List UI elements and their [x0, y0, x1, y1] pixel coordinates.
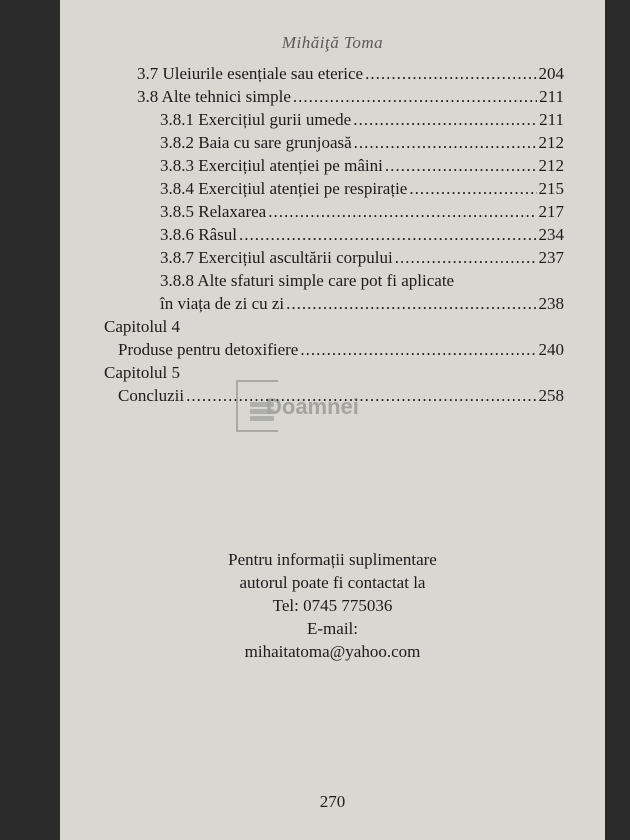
toc-entry-page: 215 — [538, 179, 564, 198]
toc-entry — [160, 248, 564, 268]
toc-entry-title: 3.8.8 Alte sfaturi simple care pot fi aplicate — [160, 271, 455, 290]
toc-leader-dots — [268, 202, 536, 222]
toc-entry-page: 258 — [538, 386, 564, 405]
toc-entry-title: 3.8.4 Exercițiul atenției pe respirație — [160, 179, 408, 198]
toc-entry-title: 3.8.1 Exercițiul gurii umede — [160, 110, 352, 129]
contact-line: autorul poate fi contactat la — [239, 573, 426, 592]
toc-entry-title: 3.8.3 Exercițiul atenției pe mâini — [160, 156, 383, 175]
toc-leader-dots — [354, 133, 537, 153]
contact-line: Pentru informații suplimentare — [228, 550, 437, 569]
toc-entry-title: în viața de zi cu zi — [160, 294, 285, 313]
toc-leader-dots — [293, 87, 537, 107]
toc-entry-title: 3.8.6 Râsul — [160, 225, 237, 244]
contact-email-label: E-mail: — [307, 619, 358, 638]
toc-entry — [160, 202, 564, 222]
toc-leader-dots — [395, 248, 537, 268]
contact-block — [60, 548, 605, 663]
toc-leader-dots — [353, 110, 537, 130]
toc-entry — [160, 110, 564, 130]
page-number: 270 — [319, 792, 346, 811]
toc-entry-page: 212 — [538, 156, 564, 175]
toc-leader-dots — [385, 156, 537, 176]
toc-entry-title: 3.8.2 Baia cu sare grunjoasă — [160, 133, 352, 152]
toc-leader-dots — [239, 225, 537, 245]
toc-entry-page: 238 — [538, 294, 564, 313]
toc-entry-page: 237 — [538, 248, 564, 267]
contact-phone: Tel: 0745 775036 — [272, 596, 393, 615]
toc-entry — [137, 87, 564, 107]
toc-entry — [137, 64, 564, 84]
toc-entry-page: 217 — [538, 202, 564, 221]
running-header: Mihăiţă Toma — [281, 33, 384, 52]
contact-email: mihaitatoma@yahoo.com — [244, 642, 421, 661]
watermark-text: Doamnei — [266, 394, 359, 419]
toc-leader-dots — [286, 294, 536, 314]
toc-entry-page: 234 — [538, 225, 564, 244]
toc-entry-page: 212 — [538, 133, 564, 152]
toc-entry-title: 3.8 Alte tehnici simple — [137, 87, 291, 106]
toc-entry-page: 240 — [538, 340, 564, 359]
toc-entry — [160, 156, 564, 176]
toc-entry-title: 3.7 Uleiurile esențiale sau eterice — [137, 64, 364, 83]
watermark — [236, 380, 376, 432]
toc-entry-title: Produse pentru detoxifiere — [118, 340, 299, 359]
toc-entry — [160, 294, 564, 314]
toc-entry-title: Concluzii — [118, 386, 185, 405]
toc-leader-dots — [300, 340, 536, 360]
book-page — [60, 0, 605, 840]
toc-entry — [160, 179, 564, 199]
chapter-heading: Capitolul 4 — [104, 317, 181, 336]
toc-entry — [160, 225, 564, 245]
toc-entry — [118, 340, 564, 360]
toc-leader-dots — [409, 179, 536, 199]
toc-entry-title: 3.8.7 Exercițiul ascultării corpului — [160, 248, 393, 267]
toc-entry-page: 211 — [539, 110, 564, 129]
toc-entry — [160, 133, 564, 153]
toc-entry-page: 211 — [539, 87, 564, 106]
toc-entry-title: 3.8.5 Relaxarea — [160, 202, 267, 221]
toc-leader-dots — [365, 64, 536, 84]
chapter-heading: Capitolul 5 — [104, 363, 181, 382]
toc-entry-page: 204 — [538, 64, 564, 83]
